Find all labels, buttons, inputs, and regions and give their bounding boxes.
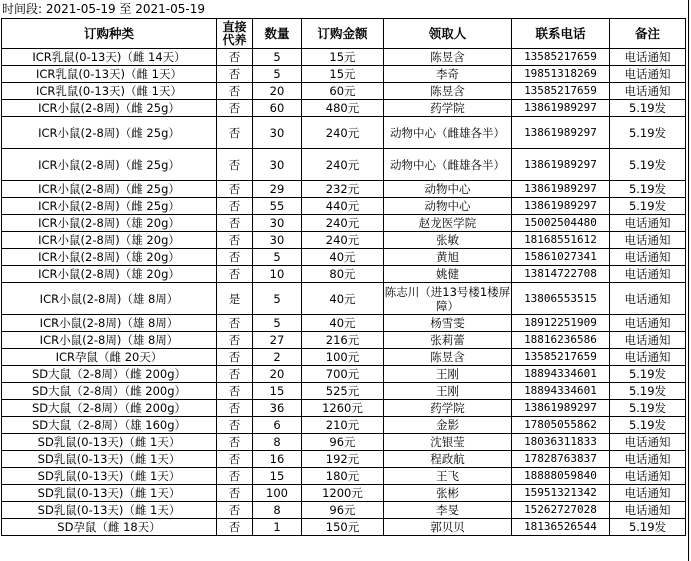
- cell-phone: 15861027341: [512, 249, 610, 266]
- cell-quantity: 60: [253, 100, 302, 117]
- cell-phone: 18912251909: [512, 315, 610, 332]
- cell-direct-care: 否: [217, 519, 253, 536]
- cell-amount: 700元: [302, 366, 384, 383]
- cell-note: 电话通知: [610, 315, 686, 332]
- cell-amount: 40元: [302, 249, 384, 266]
- table-row: [2, 232, 686, 249]
- cell-recipient: 王飞: [384, 468, 512, 485]
- table-row: [2, 315, 686, 332]
- cell-amount: 96元: [302, 434, 384, 451]
- cell-amount: 100元: [302, 349, 384, 366]
- cell-direct-care: 否: [217, 315, 253, 332]
- col-header-note: 备注: [610, 19, 686, 49]
- cell-recipient: 姚健: [384, 266, 512, 283]
- cell-amount: 240元: [302, 215, 384, 232]
- cell-note: 电话通知: [610, 83, 686, 100]
- cell-direct-care: 否: [217, 417, 253, 434]
- cell-note: 电话通知: [610, 215, 686, 232]
- cell-recipient: 王刚: [384, 366, 512, 383]
- cell-type: ICR乳鼠(0-13天)（雌 14天）: [2, 49, 217, 66]
- cell-recipient: 杨雪雯: [384, 315, 512, 332]
- cell-amount: 1200元: [302, 485, 384, 502]
- cell-direct-care: 否: [217, 366, 253, 383]
- cell-type: ICR小鼠(2-8周)（雌 25g）: [2, 149, 217, 181]
- cell-type: ICR小鼠(2-8周)（雌 25g）: [2, 100, 217, 117]
- cell-recipient: 黄旭: [384, 249, 512, 266]
- cell-direct-care: 否: [217, 215, 253, 232]
- cell-phone: 15262727028: [512, 502, 610, 519]
- cell-quantity: 6: [253, 417, 302, 434]
- cell-recipient: 动物中心: [384, 198, 512, 215]
- cell-type: ICR孕鼠（雌 20天）: [2, 349, 217, 366]
- cell-direct-care: 是: [217, 283, 253, 315]
- table-row: [2, 83, 686, 100]
- cell-quantity: 8: [253, 502, 302, 519]
- cell-type: SD乳鼠(0-13天)（雌 1天）: [2, 434, 217, 451]
- cell-phone: 18894334601: [512, 366, 610, 383]
- cell-quantity: 20: [253, 83, 302, 100]
- cell-quantity: 8: [253, 434, 302, 451]
- table-row: [2, 249, 686, 266]
- cell-direct-care: 否: [217, 49, 253, 66]
- cell-phone: 13861989297: [512, 117, 610, 149]
- table-row: [2, 400, 686, 417]
- cell-direct-care: 否: [217, 266, 253, 283]
- cell-note: 电话通知: [610, 468, 686, 485]
- cell-recipient: 药学院: [384, 400, 512, 417]
- cell-type: SD孕鼠（雌 18天）: [2, 519, 217, 536]
- cell-quantity: 20: [253, 366, 302, 383]
- cell-note: 电话通知: [610, 49, 686, 66]
- cell-recipient: 程政航: [384, 451, 512, 468]
- cell-phone: 13806553515: [512, 283, 610, 315]
- cell-amount: 240元: [302, 232, 384, 249]
- cell-recipient: 赵龙医学院: [384, 215, 512, 232]
- cell-direct-care: 否: [217, 249, 253, 266]
- cell-phone: 18136526544: [512, 519, 610, 536]
- cell-quantity: 5: [253, 66, 302, 83]
- cell-type: SD乳鼠(0-13天)（雌 1天）: [2, 451, 217, 468]
- cell-direct-care: 否: [217, 100, 253, 117]
- cell-quantity: 30: [253, 117, 302, 149]
- cell-quantity: 36: [253, 400, 302, 417]
- cell-amount: 40元: [302, 315, 384, 332]
- cell-quantity: 15: [253, 468, 302, 485]
- header-row: [2, 19, 686, 49]
- cell-recipient: 郭贝贝: [384, 519, 512, 536]
- cell-type: SD乳鼠(0-13天)（雌 1天）: [2, 468, 217, 485]
- cell-phone: 18168551612: [512, 232, 610, 249]
- cell-phone: 15002504480: [512, 215, 610, 232]
- cell-phone: 13585217659: [512, 349, 610, 366]
- cell-amount: 210元: [302, 417, 384, 434]
- cell-type: SD乳鼠(0-13天)（雌 1天）: [2, 502, 217, 519]
- table-row: [2, 349, 686, 366]
- cell-type: SD大鼠（2-8周）（雌 200g）: [2, 400, 217, 417]
- cell-type: SD大鼠（2-8周）（雌 200g）: [2, 366, 217, 383]
- col-header-type: 订购种类: [2, 19, 217, 49]
- cell-direct-care: 否: [217, 117, 253, 149]
- cell-type: ICR小鼠(2-8周)（雄 8周）: [2, 283, 217, 315]
- cell-type: ICR乳鼠(0-13天)（雌 1天）: [2, 83, 217, 100]
- cell-amount: 80元: [302, 266, 384, 283]
- cell-amount: 15元: [302, 49, 384, 66]
- cell-amount: 240元: [302, 149, 384, 181]
- cell-type: ICR小鼠(2-8周)（雌 25g）: [2, 117, 217, 149]
- cell-quantity: 30: [253, 232, 302, 249]
- cell-phone: 19851318269: [512, 66, 610, 83]
- cell-phone: 18036311833: [512, 434, 610, 451]
- cell-quantity: 16: [253, 451, 302, 468]
- cell-amount: 1260元: [302, 400, 384, 417]
- cell-quantity: 10: [253, 266, 302, 283]
- cell-recipient: 李旻: [384, 502, 512, 519]
- cell-recipient: 陈昱含: [384, 49, 512, 66]
- cell-amount: 232元: [302, 181, 384, 198]
- cell-quantity: 30: [253, 215, 302, 232]
- cell-type: ICR乳鼠(0-13天)（雌 1天）: [2, 66, 217, 83]
- table-row: [2, 519, 686, 536]
- cell-amount: 192元: [302, 451, 384, 468]
- cell-direct-care: 否: [217, 383, 253, 400]
- cell-phone: 13585217659: [512, 83, 610, 100]
- cell-quantity: 27: [253, 332, 302, 349]
- cell-direct-care: 否: [217, 83, 253, 100]
- cell-amount: 180元: [302, 468, 384, 485]
- cell-recipient: 李奇: [384, 66, 512, 83]
- right-border: [688, 0, 689, 561]
- cell-direct-care: 否: [217, 502, 253, 519]
- cell-recipient: 陈志川（进13号楼1楼屏障）: [384, 284, 511, 313]
- table-row: [2, 502, 686, 519]
- cell-recipient: 陈昱含: [384, 349, 512, 366]
- cell-type: ICR小鼠(2-8周)（雌 25g）: [2, 181, 217, 198]
- cell-direct-care: 否: [217, 232, 253, 249]
- cell-note: 电话通知: [610, 434, 686, 451]
- cell-recipient: 金影: [384, 417, 512, 434]
- cell-quantity: 1: [253, 519, 302, 536]
- table-row: [2, 283, 686, 315]
- cell-quantity: 2: [253, 349, 302, 366]
- date-range: 时间段: 2021-05-19 至 2021-05-19: [2, 2, 205, 16]
- cell-quantity: 30: [253, 149, 302, 181]
- table-row: [2, 468, 686, 485]
- cell-phone: 13585217659: [512, 49, 610, 66]
- cell-note: 电话通知: [610, 283, 686, 315]
- cell-amount: 480元: [302, 100, 384, 117]
- cell-amount: 150元: [302, 519, 384, 536]
- cell-quantity: 5: [253, 249, 302, 266]
- cell-amount: 216元: [302, 332, 384, 349]
- cell-note: 5.19发: [610, 198, 686, 215]
- cell-note: 5.19发: [610, 366, 686, 383]
- cell-phone: 13861989297: [512, 100, 610, 117]
- cell-amount: 15元: [302, 66, 384, 83]
- cell-direct-care: 否: [217, 434, 253, 451]
- cell-direct-care: 否: [217, 400, 253, 417]
- table-row: [2, 266, 686, 283]
- cell-note: 5.19发: [610, 519, 686, 536]
- cell-type: ICR小鼠(2-8周)（雄 20g）: [2, 215, 217, 232]
- table-row: [2, 434, 686, 451]
- cell-amount: 240元: [302, 117, 384, 149]
- cell-quantity: 5: [253, 283, 302, 315]
- cell-amount: 440元: [302, 198, 384, 215]
- cell-note: 5.19发: [610, 181, 686, 198]
- cell-note: 5.19发: [610, 400, 686, 417]
- cell-recipient: 药学院: [384, 100, 512, 117]
- table-row: [2, 181, 686, 198]
- cell-type: SD乳鼠(0-13天)（雌 1天）: [2, 485, 217, 502]
- table-row: [2, 451, 686, 468]
- cell-direct-care: 否: [217, 451, 253, 468]
- cell-phone: 13814722708: [512, 266, 610, 283]
- table-body: [2, 49, 686, 536]
- cell-type: ICR小鼠(2-8周)（雌 25g）: [2, 198, 217, 215]
- cell-quantity: 5: [253, 49, 302, 66]
- cell-quantity: 100: [253, 485, 302, 502]
- cell-direct-care: 否: [217, 468, 253, 485]
- table-row: [2, 485, 686, 502]
- col-header-direct-care: 直接代养: [217, 19, 253, 49]
- cell-quantity: 5: [253, 315, 302, 332]
- cell-note: 电话通知: [610, 266, 686, 283]
- cell-note: 5.19发: [610, 417, 686, 434]
- table-row: [2, 100, 686, 117]
- table-row: [2, 332, 686, 349]
- cell-amount: 525元: [302, 383, 384, 400]
- cell-phone: 17805055862: [512, 417, 610, 434]
- cell-phone: 13861989297: [512, 181, 610, 198]
- cell-quantity: 29: [253, 181, 302, 198]
- cell-type: SD大鼠（2-8周）（雄 160g）: [2, 417, 217, 434]
- cell-direct-care: 否: [217, 485, 253, 502]
- cell-type: SD大鼠（2-8周）（雌 200g）: [2, 383, 217, 400]
- cell-recipient: 动物中心: [384, 181, 512, 198]
- cell-recipient: 王刚: [384, 383, 512, 400]
- cell-recipient: 张彬: [384, 485, 512, 502]
- col-header-quantity: 数量: [253, 19, 302, 49]
- cell-direct-care: 否: [217, 349, 253, 366]
- cell-direct-care: 否: [217, 181, 253, 198]
- cell-direct-care: 否: [217, 332, 253, 349]
- col-header-recipient: 领取人: [384, 19, 512, 49]
- table-row: [2, 117, 686, 149]
- cell-recipient: 张莉蕾: [384, 332, 512, 349]
- cell-amount: 96元: [302, 502, 384, 519]
- cell-phone: 18894334601: [512, 383, 610, 400]
- cell-phone: 18888059840: [512, 468, 610, 485]
- cell-quantity: 15: [253, 383, 302, 400]
- cell-amount: 40元: [302, 283, 384, 315]
- cell-note: 电话通知: [610, 485, 686, 502]
- cell-recipient: 动物中心（雌雄各半）: [384, 117, 512, 149]
- cell-phone: 15951321342: [512, 485, 610, 502]
- cell-direct-care: 否: [217, 66, 253, 83]
- cell-recipient: 沈银莹: [384, 434, 512, 451]
- cell-note: 5.19发: [610, 117, 686, 149]
- col-header-amount: 订购金额: [302, 19, 384, 49]
- table-row: [2, 198, 686, 215]
- cell-direct-care: 否: [217, 149, 253, 181]
- table-row: [2, 366, 686, 383]
- cell-note: 电话通知: [610, 66, 686, 83]
- cell-type: ICR小鼠(2-8周)（雄 8周）: [2, 332, 217, 349]
- cell-note: 电话通知: [610, 249, 686, 266]
- cell-direct-care: 否: [217, 198, 253, 215]
- cell-phone: 13861989297: [512, 400, 610, 417]
- cell-type: ICR小鼠(2-8周)（雄 20g）: [2, 232, 217, 249]
- cell-recipient: 动物中心（雌雄各半）: [384, 149, 512, 181]
- cell-type: ICR小鼠(2-8周)（雄 8周）: [2, 315, 217, 332]
- table-row: [2, 49, 686, 66]
- col-header-phone: 联系电话: [512, 19, 610, 49]
- cell-note: 5.19发: [610, 383, 686, 400]
- cell-phone: 13861989297: [512, 149, 610, 181]
- cell-quantity: 55: [253, 198, 302, 215]
- cell-type: ICR小鼠(2-8周)（雄 20g）: [2, 266, 217, 283]
- cell-phone: 18816236586: [512, 332, 610, 349]
- cell-note: 电话通知: [610, 232, 686, 249]
- table-row: [2, 149, 686, 181]
- cell-recipient: 张敏: [384, 232, 512, 249]
- cell-amount: 60元: [302, 83, 384, 100]
- table-row: [2, 215, 686, 232]
- table-row: [2, 66, 686, 83]
- cell-note: 电话通知: [610, 349, 686, 366]
- cell-phone: 13861989297: [512, 198, 610, 215]
- cell-note: 电话通知: [610, 332, 686, 349]
- orders-table: [1, 18, 686, 536]
- cell-phone: 17828763837: [512, 451, 610, 468]
- cell-type: ICR小鼠(2-8周)（雄 20g）: [2, 249, 217, 266]
- cell-note: 5.19发: [610, 149, 686, 181]
- cell-recipient: 陈昱含: [384, 83, 512, 100]
- cell-note: 电话通知: [610, 451, 686, 468]
- table-row: [2, 383, 686, 400]
- cell-note: 5.19发: [610, 100, 686, 117]
- cell-note: 电话通知: [610, 502, 686, 519]
- table-row: [2, 417, 686, 434]
